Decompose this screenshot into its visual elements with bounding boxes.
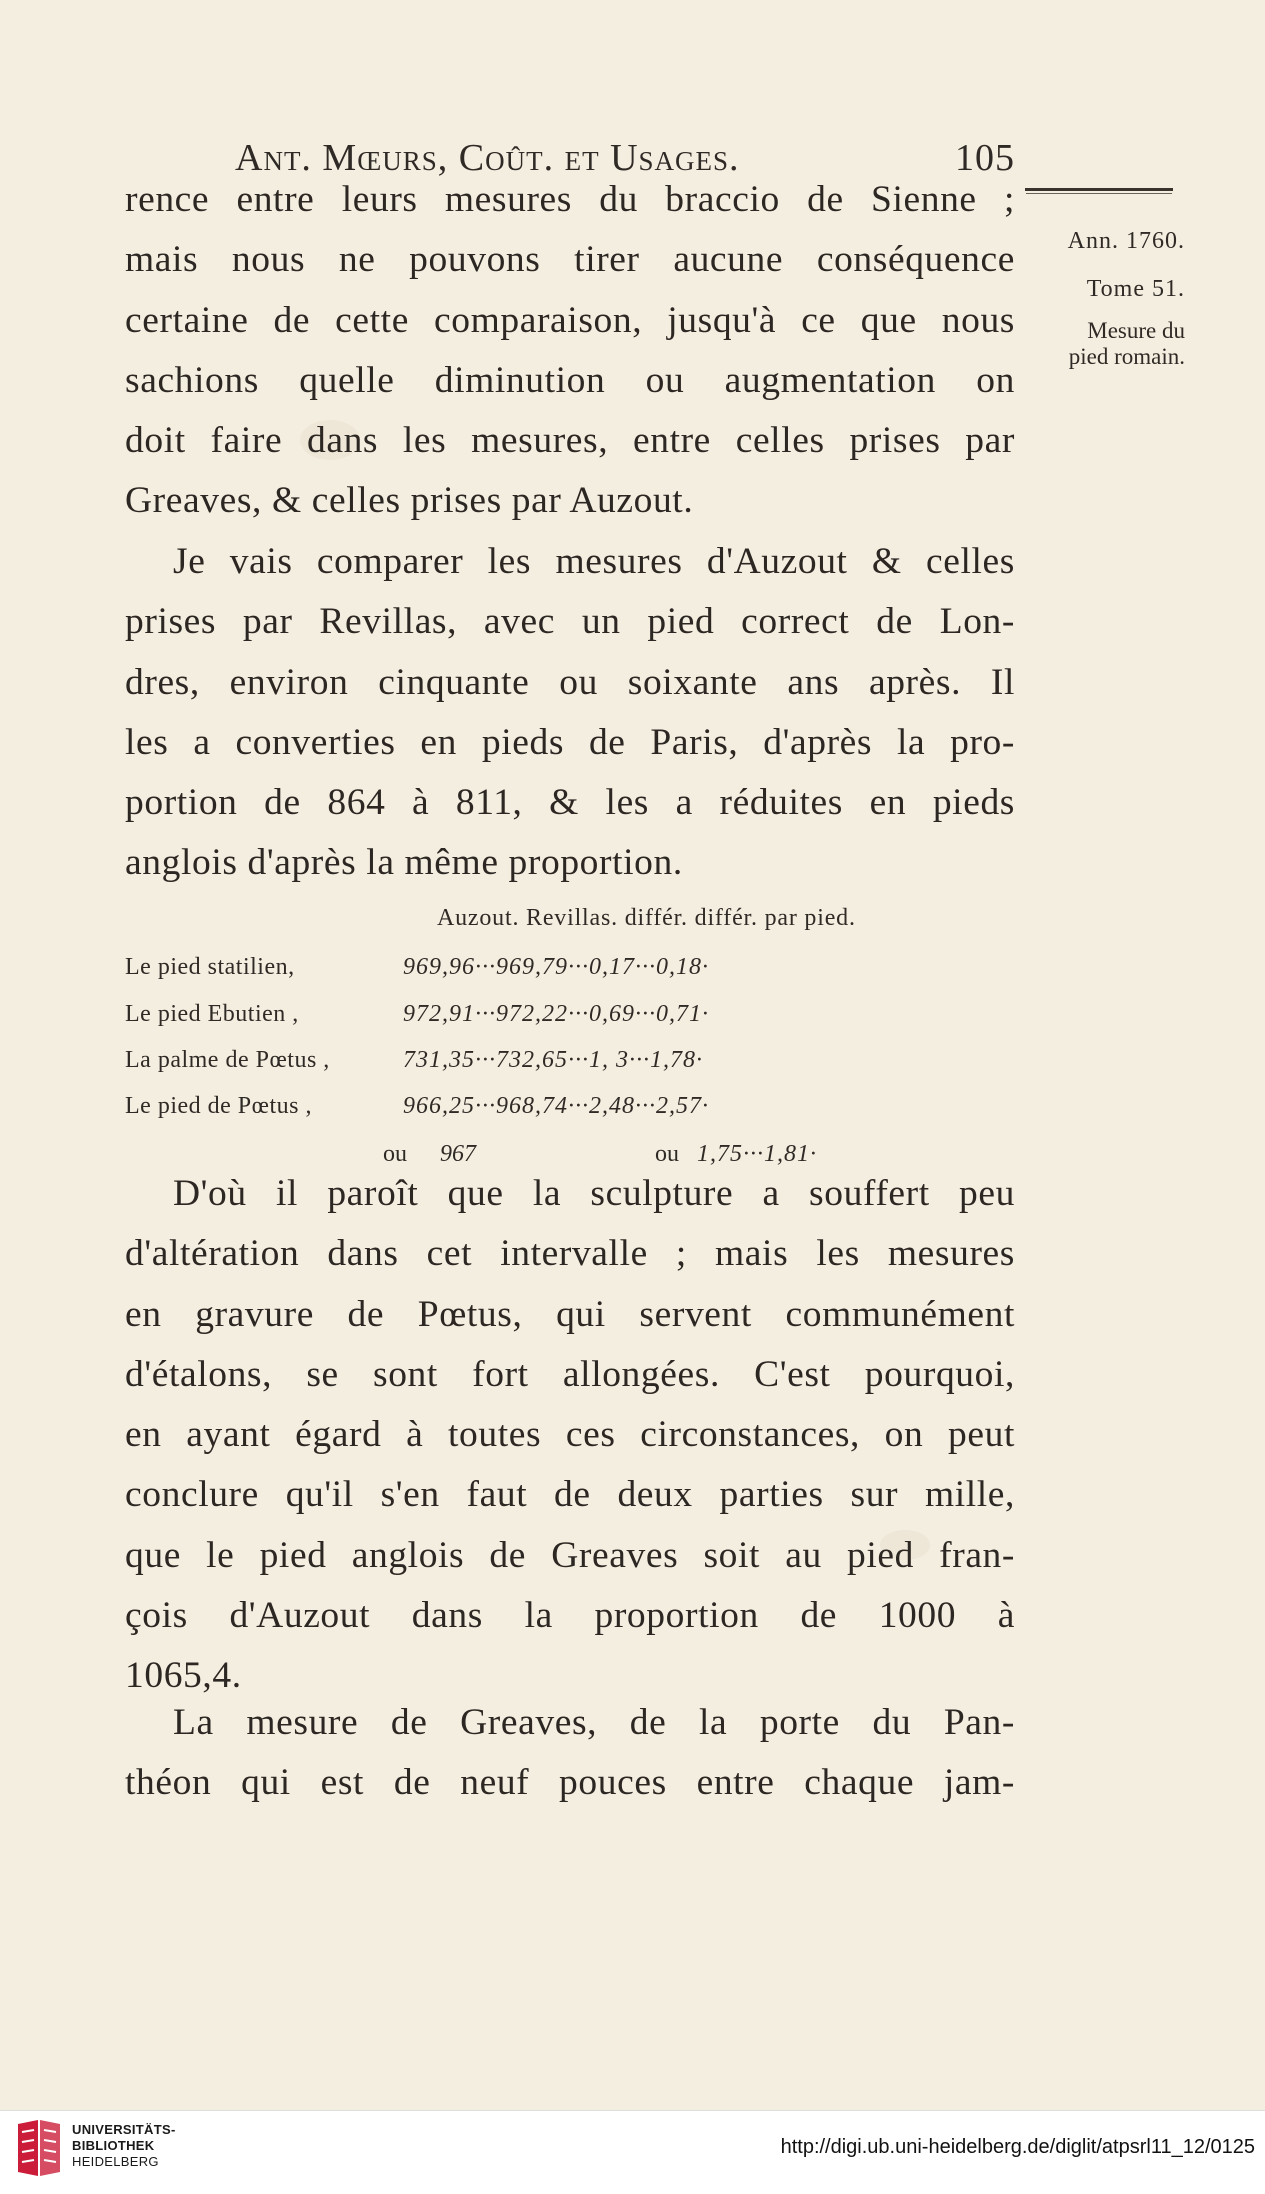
text-line: sachions quelle diminution ou augmentation on — [125, 359, 1015, 401]
paragraph-1 — [125, 170, 1015, 532]
margin-note-line: Mesure du — [1087, 318, 1185, 343]
text-line: d'étalons, se sont fort allongées. C'est pourquoi, — [125, 1353, 1015, 1395]
page-number: 105 — [955, 137, 1015, 179]
margin-year: Ann. 1760. — [1067, 228, 1185, 254]
header-rule — [1025, 188, 1173, 191]
text-line: en ayant égard à toutes ces circonstances, on peut — [125, 1414, 1015, 1456]
library-name — [72, 2122, 176, 2170]
alt-ou: ou — [655, 1141, 679, 1167]
row-label: Le pied Ebutien , — [125, 1001, 299, 1027]
running-title: Ant. Mœurs, Coût. et Usages. — [235, 137, 740, 179]
row-values: 969,96···969,79···0,17···0,18· — [403, 954, 709, 980]
text-line: Greaves, & celles prises par Auzout. — [125, 480, 694, 522]
alt-value: 967 — [440, 1141, 476, 1167]
text-line: théon qui est de neuf pouces entre chaque jam- — [125, 1762, 1015, 1804]
text-line: dres, environ cinquante ou soixante ans après. Il — [125, 661, 1015, 703]
text-line: 1065,4. — [125, 1655, 242, 1697]
paragraph-4 — [125, 1693, 1015, 1814]
text-line: portion de 864 à 811, & les a réduites en pieds — [125, 782, 1015, 824]
library-name-line: BIBLIOTHEK — [72, 2138, 155, 2153]
row-values: 972,91···972,22···0,69···0,71· — [403, 1001, 709, 1027]
source-url[interactable]: http://digi.ub.uni-heidelberg.de/diglit/atpsrl11_12/0125 — [780, 2136, 1255, 2158]
text-line: La mesure de Greaves, de la porte du Pan- — [173, 1702, 1015, 1743]
text-line: çois d'Auzout dans la proportion de 1000 à — [125, 1595, 1015, 1637]
table-row — [125, 1093, 1020, 1129]
library-logo-icon — [12, 2118, 64, 2180]
text-line: mais nous ne pouvons tirer aucune conséquence — [125, 239, 1015, 281]
text-line: doit faire dans les mesures, entre celles prises par — [125, 420, 1015, 462]
alt-ou: ou — [383, 1141, 407, 1167]
text-line: d'altération dans cet intervalle ; mais les mesures — [125, 1233, 1015, 1275]
text-line: en gravure de Pœtus, qui servent communément — [125, 1293, 1015, 1335]
row-values: 731,35···732,65···1, 3···1,78· — [403, 1047, 703, 1073]
library-name-line: HEIDELBERG — [72, 2154, 159, 2169]
text-line: anglois d'après la même proportion. — [125, 842, 683, 884]
text-line: que le pied anglois de Greaves soit au pied fran- — [125, 1534, 1015, 1576]
text-line: conclure qu'il s'en faut de deux parties sur mille, — [125, 1474, 1015, 1516]
margin-note — [1000, 318, 1185, 370]
text-line: D'où il paroît que la sculpture a souffert peu — [173, 1173, 1015, 1214]
margin-note-line: pied romain. — [1068, 344, 1185, 369]
alt-value: 1,75···1,81· — [697, 1141, 817, 1167]
text-line: Je vais comparer les mesures d'Auzout & celles — [173, 541, 1015, 582]
library-name-line: UNIVERSITÄTS- — [72, 2122, 176, 2137]
row-label: La palme de Pœtus , — [125, 1047, 330, 1073]
text-line: prises par Revillas, avec un pied correct de Lon- — [125, 601, 1015, 643]
table-row — [125, 954, 1020, 990]
paragraph-2 — [125, 532, 1015, 894]
table-header: Auzout. Revillas. différ. différ. par pied. — [437, 905, 856, 931]
row-values: 966,25···968,74···2,48···2,57· — [403, 1093, 709, 1119]
table-row — [125, 1047, 1020, 1083]
text-line: certaine de cette comparaison, jusqu'à ce que nous — [125, 299, 1015, 341]
margin-tome: Tome 51. — [1086, 276, 1185, 302]
row-label: Le pied statilien, — [125, 954, 295, 980]
table-row — [125, 1001, 1020, 1037]
text-line: rence entre leurs mesures du braccio de Sienne ; — [125, 179, 1015, 220]
text-line: les a converties en pieds de Paris, d'après la pro- — [125, 721, 1015, 763]
paragraph-3 — [125, 1164, 1015, 1707]
row-label: Le pied de Pœtus , — [125, 1093, 312, 1119]
